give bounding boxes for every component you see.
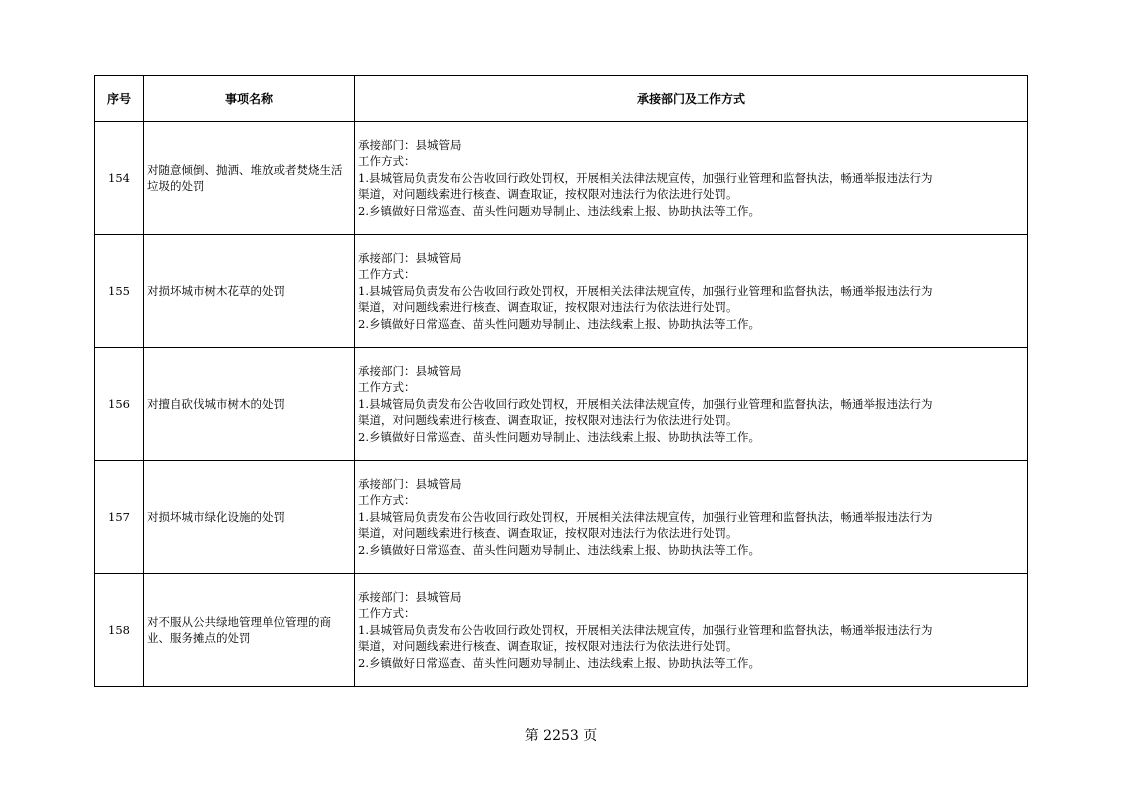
row-dept (355, 235, 1028, 348)
row-name: 对不服从公共绿地管理单位管理的商业、服务摊点的处罚 (144, 574, 355, 687)
mode-label: 工作方式： (358, 154, 416, 169)
row-seq: 156 (95, 348, 144, 461)
dept-line: 承接部门：县城管局 (358, 137, 462, 152)
dept-line: 承接部门：县城管局 (358, 363, 462, 378)
item1-line-a: 1.县城管局负责发布公告收回行政处罚权，开展相关法律法规宣传，加强行业管理和监督执法，畅通举报违法行为 (358, 396, 933, 411)
table-row (95, 461, 1028, 574)
item1-line-b: 渠道，对问题线索进行核查、调查取证，按权限对违法行为依法进行处罚。 (358, 413, 738, 428)
item1-line-a: 1.县城管局负责发布公告收回行政处罚权，开展相关法律法规宣传，加强行业管理和监督执法，畅通举报违法行为 (358, 170, 933, 185)
row-seq: 158 (95, 574, 144, 687)
item1-line-a: 1.县城管局负责发布公告收回行政处罚权，开展相关法律法规宣传，加强行业管理和监督执法，畅通举报违法行为 (358, 283, 933, 298)
item1-line-b: 渠道，对问题线索进行核查、调查取证，按权限对违法行为依法进行处罚。 (358, 639, 738, 654)
table-row (95, 122, 1028, 235)
row-seq: 154 (95, 122, 144, 235)
mode-label: 工作方式： (358, 493, 416, 508)
header-name: 事项名称 (144, 76, 355, 122)
header-dept: 承接部门及工作方式 (355, 76, 1028, 122)
item1-line-a: 1.县城管局负责发布公告收回行政处罚权，开展相关法律法规宣传，加强行业管理和监督执法，畅通举报违法行为 (358, 509, 933, 524)
item2-line: 2.乡镇做好日常巡查、苗头性问题劝导制止、违法线索上报、协助执法等工作。 (358, 542, 760, 557)
item1-line-a: 1.县城管局负责发布公告收回行政处罚权，开展相关法律法规宣传，加强行业管理和监督执法，畅通举报违法行为 (358, 622, 933, 637)
row-name: 对损坏城市绿化设施的处罚 (144, 461, 355, 574)
row-name: 对随意倾倒、抛洒、堆放或者焚烧生活垃圾的处罚 (144, 122, 355, 235)
row-dept (355, 122, 1028, 235)
row-seq: 157 (95, 461, 144, 574)
item2-line: 2.乡镇做好日常巡查、苗头性问题劝导制止、违法线索上报、协助执法等工作。 (358, 203, 760, 218)
dept-line: 承接部门：县城管局 (358, 589, 462, 604)
dept-line: 承接部门：县城管局 (358, 476, 462, 491)
table-row (95, 348, 1028, 461)
row-name: 对擅自砍伐城市树木的处罚 (144, 348, 355, 461)
item1-line-b: 渠道，对问题线索进行核查、调查取证，按权限对违法行为依法进行处罚。 (358, 187, 738, 202)
mode-label: 工作方式： (358, 380, 416, 395)
table-row (95, 574, 1028, 687)
table-row (95, 235, 1028, 348)
page-number: 第 2253 页 (524, 728, 598, 744)
row-dept (355, 348, 1028, 461)
row-dept (355, 574, 1028, 687)
row-dept (355, 461, 1028, 574)
row-name: 对损坏城市树木花草的处罚 (144, 235, 355, 348)
mode-label: 工作方式： (358, 606, 416, 621)
item2-line: 2.乡镇做好日常巡查、苗头性问题劝导制止、违法线索上报、协助执法等工作。 (358, 429, 760, 444)
header-seq: 序号 (95, 76, 144, 122)
item2-line: 2.乡镇做好日常巡查、苗头性问题劝导制止、违法线索上报、协助执法等工作。 (358, 316, 760, 331)
item2-line: 2.乡镇做好日常巡查、苗头性问题劝导制止、违法线索上报、协助执法等工作。 (358, 655, 760, 670)
mode-label: 工作方式： (358, 267, 416, 282)
item1-line-b: 渠道，对问题线索进行核查、调查取证，按权限对违法行为依法进行处罚。 (358, 300, 738, 315)
header-row (95, 76, 1028, 122)
dept-line: 承接部门：县城管局 (358, 250, 462, 265)
item1-line-b: 渠道，对问题线索进行核查、调查取证，按权限对违法行为依法进行处罚。 (358, 526, 738, 541)
matters-table (94, 75, 1028, 687)
row-seq: 155 (95, 235, 144, 348)
